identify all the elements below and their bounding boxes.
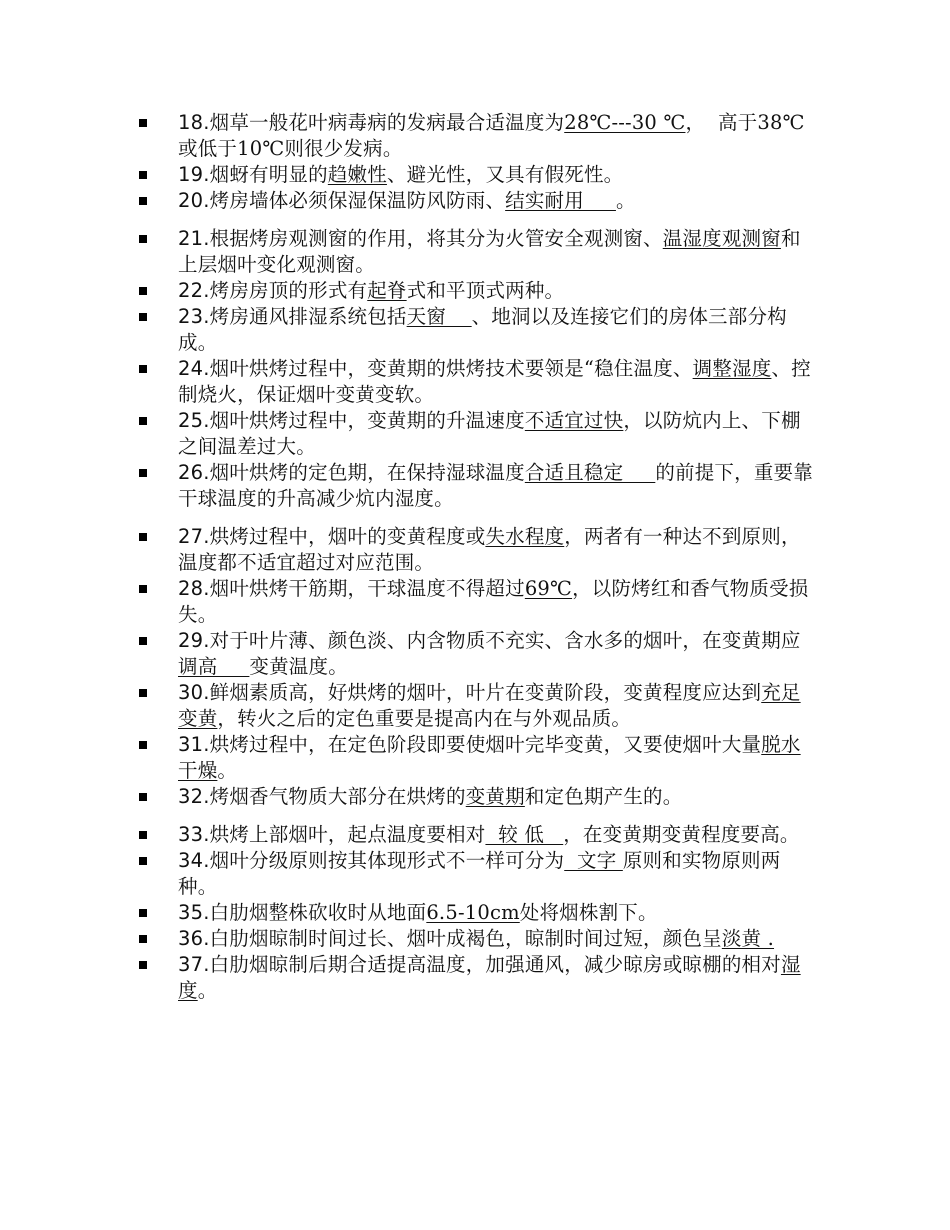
square-bullet-icon bbox=[139, 417, 147, 425]
item-number: 21. bbox=[178, 227, 210, 250]
list-item bbox=[0, 460, 818, 512]
item-text: 。 bbox=[615, 189, 636, 212]
item-text: 白肋烟晾制时间过长、烟叶成褐色，晾制时间过短，颜色呈 bbox=[209, 927, 722, 950]
answer-blank: 温湿度观测窗 bbox=[662, 227, 781, 250]
item-text: 烟叶烘烤过程中，变黄期的烘烤技术要领是“稳住温度、 bbox=[209, 357, 693, 380]
square-bullet-icon bbox=[139, 197, 147, 205]
item-text: 白肋烟晾制后期合适提高温度，加强通风，减少晾房或晾棚的相对 bbox=[209, 953, 781, 976]
answer-blank: 变黄期 bbox=[465, 785, 525, 808]
list-item bbox=[0, 226, 818, 278]
item-text: 烟叶烘烤的定色期，在保持湿球温度 bbox=[209, 461, 525, 484]
item-text: ，转火之后的定色重要是提高内在与外观品质。 bbox=[217, 707, 632, 730]
item-text: 烤房墙体必须保湿保温防风防雨、 bbox=[209, 189, 506, 212]
item-number: 20. bbox=[178, 189, 210, 212]
item-number: 28. bbox=[178, 577, 210, 600]
item-text: 根据烤房观测窗的作用，将其分为火管安全观测窗、 bbox=[209, 227, 663, 250]
square-bullet-icon bbox=[139, 831, 147, 839]
answer-blank: 较 低 bbox=[485, 823, 564, 846]
square-bullet-icon bbox=[139, 533, 147, 541]
square-bullet-icon bbox=[139, 689, 147, 697]
item-number: 30. bbox=[178, 681, 210, 704]
section-gap bbox=[0, 810, 950, 822]
item-text: 烘烤上部烟叶，起点温度要相对 bbox=[209, 823, 486, 846]
item-text: 烟叶烘烤过程中，变黄期的升温速度 bbox=[209, 409, 525, 432]
answer-blank: 趋嫩性 bbox=[327, 163, 387, 186]
square-bullet-icon bbox=[139, 171, 147, 179]
item-text: 和定色期产生的。 bbox=[524, 785, 683, 808]
item-number: 27. bbox=[178, 525, 210, 548]
list-item bbox=[0, 576, 818, 628]
answer-blank: 天窗 bbox=[406, 305, 472, 328]
list-item bbox=[0, 278, 818, 304]
list-item bbox=[0, 926, 818, 952]
list-item bbox=[0, 952, 818, 1004]
list-item bbox=[0, 356, 818, 408]
list-item bbox=[0, 628, 818, 680]
answer-blank: 淡黄 . bbox=[721, 927, 775, 950]
square-bullet-icon bbox=[139, 365, 147, 373]
item-text: 烤房通风排湿系统包括 bbox=[209, 305, 407, 328]
item-text: 、控制烧火，保证烟叶变黄变软。 bbox=[178, 357, 811, 406]
answer-blank: 失水程度 bbox=[485, 525, 565, 548]
item-number: 25. bbox=[178, 409, 210, 432]
item-number: 33. bbox=[178, 823, 210, 846]
item-text: 处将烟株割下。 bbox=[519, 901, 658, 924]
item-text: 白肋烟整株砍收时从地面 bbox=[209, 901, 427, 924]
item-text: 鲜烟素质高，好烘烤的烟叶，叶片在变黄阶段，变黄程度应达到 bbox=[209, 681, 762, 704]
item-text: 式和平顶式两种。 bbox=[406, 279, 565, 302]
item-text: ， 高于38℃或低于10℃则很少发病。 bbox=[178, 111, 805, 160]
item-text: 。 bbox=[217, 759, 238, 782]
item-text: 、避光性，又具有假死性。 bbox=[386, 163, 624, 186]
item-text: 、地洞以及连接它们的房体三部分构成。 bbox=[178, 305, 787, 354]
list-item bbox=[0, 408, 818, 460]
section-gap bbox=[0, 214, 950, 226]
item-text: 烟草一般花叶病毒病的发病最合适温度为 bbox=[209, 111, 565, 134]
answer-blank: 脱水干燥 bbox=[178, 733, 801, 782]
list-item bbox=[0, 162, 818, 188]
item-text: 变黄温度。 bbox=[249, 655, 348, 678]
item-text: 原则和实物原则两种。 bbox=[178, 849, 781, 898]
answer-blank: 不适宜过快 bbox=[524, 409, 624, 432]
item-number: 29. bbox=[178, 629, 210, 652]
answer-blank: 28℃---30 ℃ bbox=[564, 111, 686, 134]
square-bullet-icon bbox=[139, 287, 147, 295]
item-text: ，以防炕内上、下棚之间温差过大。 bbox=[178, 409, 801, 458]
item-text: 的前提下，重要靠干球温度的升高减少炕内湿度。 bbox=[178, 461, 813, 510]
list-item bbox=[0, 304, 818, 356]
item-text: 烤烟香气物质大部分在烘烤的 bbox=[209, 785, 466, 808]
answer-blank: 充足变黄 bbox=[178, 681, 801, 730]
item-text: 。 bbox=[197, 979, 218, 1002]
item-number: 19. bbox=[178, 163, 210, 186]
square-bullet-icon bbox=[139, 469, 147, 477]
item-text: 烘烤过程中，烟叶的变黄程度或 bbox=[209, 525, 486, 548]
item-text: 烟叶分级原则按其体现形式不一样可分为 bbox=[209, 849, 565, 872]
square-bullet-icon bbox=[139, 119, 147, 127]
item-number: 26. bbox=[178, 461, 210, 484]
item-number: 36. bbox=[178, 927, 210, 950]
item-number: 32. bbox=[178, 785, 210, 808]
item-text: ，在变黄期变黄程度要高。 bbox=[563, 823, 800, 846]
item-text: 烘烤过程中，在定色阶段即要使烟叶完毕变黄，又要使烟叶大量 bbox=[209, 733, 762, 756]
square-bullet-icon bbox=[139, 585, 147, 593]
square-bullet-icon bbox=[139, 313, 147, 321]
answer-blank: 调整湿度 bbox=[692, 357, 772, 380]
item-number: 34. bbox=[178, 849, 210, 872]
document-page bbox=[0, 110, 950, 1004]
answer-blank: 起脊 bbox=[367, 279, 407, 302]
square-bullet-icon bbox=[139, 961, 147, 969]
item-text: 对于叶片薄、颜色淡、内含物质不充实、含水多的烟叶，在变黄期应 bbox=[209, 629, 801, 652]
item-number: 24. bbox=[178, 357, 210, 380]
square-bullet-icon bbox=[139, 857, 147, 865]
list-item bbox=[0, 784, 818, 810]
item-number: 37. bbox=[178, 953, 210, 976]
square-bullet-icon bbox=[139, 235, 147, 243]
answer-blank: 结实耐用 bbox=[505, 189, 616, 212]
item-text: ，两者有一种达不到原则，温度都不适宜超过对应范围。 bbox=[178, 525, 801, 574]
item-number: 22. bbox=[178, 279, 210, 302]
answer-blank: 湿度 bbox=[178, 953, 801, 1002]
answer-blank: 调高 bbox=[178, 655, 250, 678]
list-item bbox=[0, 188, 818, 214]
item-text: 烟蚜有明显的 bbox=[209, 163, 328, 186]
square-bullet-icon bbox=[139, 637, 147, 645]
answer-blank: 69℃ bbox=[524, 577, 573, 600]
item-text: 烟叶烘烤干筋期，干球温度不得超过 bbox=[209, 577, 525, 600]
answer-blank: 6.5-10cm bbox=[426, 901, 520, 924]
item-text: 烤房房顶的形式有 bbox=[209, 279, 368, 302]
square-bullet-icon bbox=[139, 741, 147, 749]
item-number: 35. bbox=[178, 901, 210, 924]
square-bullet-icon bbox=[139, 909, 147, 917]
list-item bbox=[0, 732, 818, 784]
list-item bbox=[0, 110, 818, 162]
item-number: 18. bbox=[178, 111, 210, 134]
square-bullet-icon bbox=[139, 793, 147, 801]
item-text: ，以防烤红和香气物质受损失。 bbox=[178, 577, 809, 626]
list-item bbox=[0, 848, 818, 900]
list-item bbox=[0, 680, 818, 732]
answer-blank: 文字 bbox=[564, 849, 623, 872]
list-item bbox=[0, 822, 818, 848]
square-bullet-icon bbox=[139, 935, 147, 943]
item-number: 31. bbox=[178, 733, 210, 756]
section-gap bbox=[0, 512, 950, 524]
list-item bbox=[0, 524, 818, 576]
list-item bbox=[0, 900, 818, 926]
answer-blank: 合适且稳定 bbox=[524, 461, 656, 484]
item-number: 23. bbox=[178, 305, 210, 328]
item-text: 和上层烟叶变化观测窗。 bbox=[178, 227, 801, 276]
